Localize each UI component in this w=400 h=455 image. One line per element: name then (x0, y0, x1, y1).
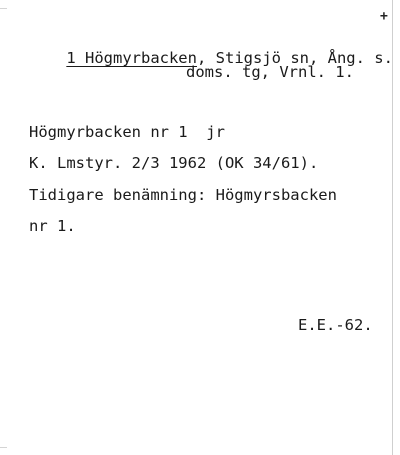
parish-location: Stigsjö sn, Ång. s. (206, 49, 393, 67)
corner-mark: + (380, 9, 388, 24)
signature: E.E.-62. (298, 316, 373, 334)
court-district-line: doms. tg, Vrnl. 1. (186, 63, 354, 81)
place-name-title: 1 Högmyrbacken (66, 49, 197, 67)
body-line-3: Tidigare benämning: Högmyrsbacken (29, 186, 337, 204)
body-line-2: K. Lmstyr. 2/3 1962 (OK 34/61). (29, 154, 319, 172)
edge-tick (0, 447, 7, 448)
body-line-1: Högmyrbacken nr 1 jr (29, 123, 225, 141)
edge-tick (0, 8, 7, 9)
title-separator: , (196, 49, 207, 67)
body-line-4: nr 1. (29, 217, 76, 235)
